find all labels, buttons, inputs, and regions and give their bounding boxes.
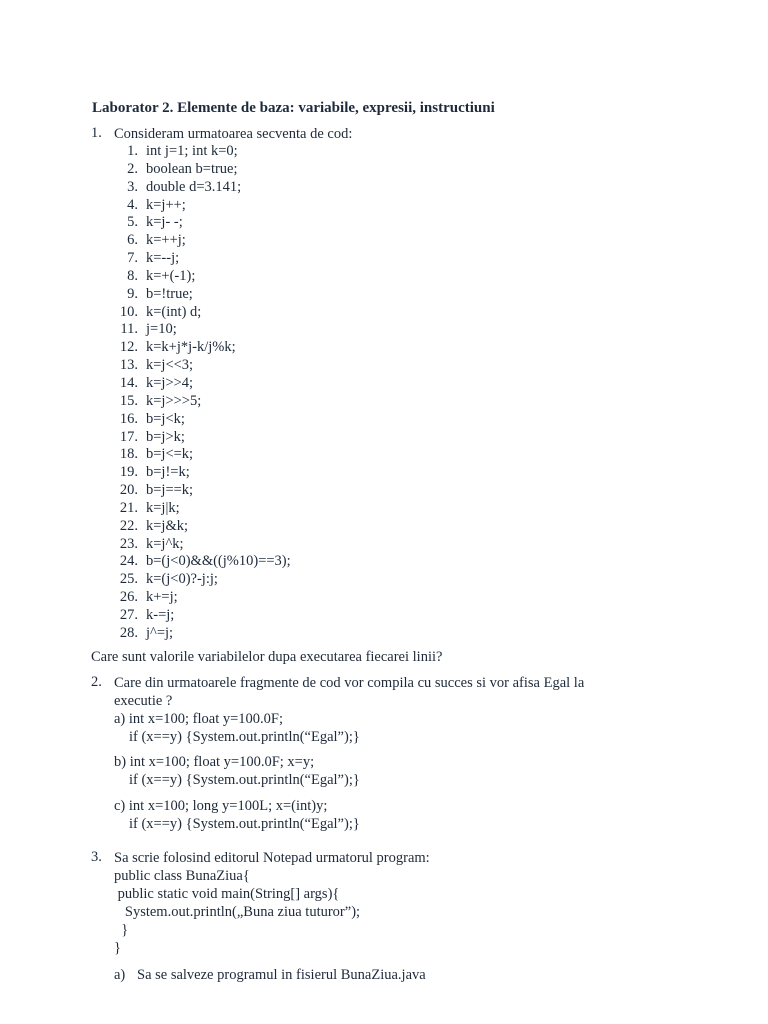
code-line-number: 13. — [119, 357, 138, 374]
code-line-text: b=j!=k; — [146, 464, 190, 481]
code-line-text: b=j>k; — [146, 428, 185, 445]
q2-text-line1: Care din urmatoarele fragmente de cod vor compila cu succes si vor afisa Egal la — [114, 675, 585, 691]
code-line-text: k=j- -; — [146, 214, 183, 231]
code-line-text: k+=j; — [146, 589, 178, 606]
q3-sub-a-label: a) — [114, 967, 126, 983]
code-line-number: 9. — [127, 285, 138, 302]
code-line-number: 6. — [127, 232, 138, 249]
q2-option-a-line2: if (x==y) {System.out.println(“Egal”);} — [129, 729, 360, 745]
q2-number: 2. — [91, 674, 102, 690]
code-line-number: 14. — [119, 374, 138, 391]
q3-code-line-3: System.out.println(„Buna ziua tuturor”); — [114, 904, 361, 920]
code-line-number: 24. — [119, 553, 138, 570]
code-line-text: k=(int) d; — [146, 303, 202, 320]
code-line-number: 23. — [119, 535, 138, 552]
q2-text-line2: executie ? — [114, 693, 173, 709]
q2-option-b-line1: b) int x=100; float y=100.0F; x=y; — [114, 754, 315, 770]
q3-code-line-2: public static void main(String[] args){ — [114, 886, 340, 902]
code-line-text: boolean b=true; — [146, 160, 238, 177]
code-line-number: 27. — [119, 606, 138, 623]
code-line-number: 20. — [119, 482, 138, 499]
code-line-number: 8. — [127, 267, 138, 284]
q2-option-b-line2: if (x==y) {System.out.println(“Egal”);} — [129, 772, 360, 788]
code-line-text: k=+(-1); — [146, 267, 196, 284]
code-line-text: b=j<=k; — [146, 446, 194, 463]
q3-sub-a-text: Sa se salveze programul in fisierul BunaZiua.java — [137, 967, 426, 983]
code-line-number: 21. — [119, 499, 138, 516]
code-line-text: k=k+j*j-k/j%k; — [146, 339, 236, 356]
code-line-number: 26. — [119, 589, 138, 606]
code-line-text: int j=1; int k=0; — [146, 143, 238, 159]
q1-number: 1. — [91, 125, 102, 141]
code-line-text: b=j<k; — [146, 410, 185, 427]
code-line-text: k=j>>>5; — [146, 392, 202, 409]
code-line-text: k=j>>4; — [146, 374, 194, 391]
code-line-number: 28. — [119, 624, 138, 641]
code-line-text: j^=j; — [146, 624, 174, 641]
code-line-text: k=(j<0)?-j:j; — [146, 571, 218, 588]
q3-code-line-4: } — [114, 922, 129, 938]
code-line-text: k-=j; — [146, 606, 175, 623]
code-line-number: 5. — [127, 214, 138, 231]
q2-option-c-line2: if (x==y) {System.out.println(“Egal”);} — [129, 816, 360, 832]
q3-text: Sa scrie folosind editorul Notepad urmatorul program: — [114, 850, 430, 866]
code-line-text: k=++j; — [146, 232, 186, 249]
code-line-number: 19. — [119, 464, 138, 481]
q3-number: 3. — [91, 849, 102, 865]
code-line-text: k=j|k; — [146, 499, 180, 516]
code-line-text: j=10; — [146, 321, 177, 338]
q1-text: Consideram urmatoarea secventa de cod: — [114, 126, 353, 142]
q1-question: Care sunt valorile variabilelor dupa executarea fiecarei linii? — [91, 649, 443, 665]
code-line-number: 18. — [119, 446, 138, 463]
code-line-number: 11. — [120, 321, 138, 338]
code-line-number: 12. — [119, 339, 138, 356]
code-line-number: 22. — [119, 517, 138, 534]
code-line-text: k=j<<3; — [146, 357, 194, 374]
code-line-text: k=j&k; — [146, 517, 189, 534]
q2-option-c-line1: c) int x=100; long y=100L; x=(int)y; — [114, 798, 328, 814]
code-line-number: 7. — [127, 250, 138, 267]
q2-option-a-line1: a) int x=100; float y=100.0F; — [114, 711, 283, 727]
code-line-number: 2. — [127, 160, 138, 177]
lab-title: Laborator 2. Elemente de baza: variabile, expresii, instructiuni — [92, 100, 495, 116]
code-line-text: k=j++; — [146, 196, 186, 213]
code-line-text: b=j==k; — [146, 482, 194, 499]
code-line-number: 4. — [127, 196, 138, 213]
code-line-number: 1. — [127, 143, 138, 159]
code-line-text: b=(j<0)&&((j%10)==3); — [146, 553, 291, 570]
code-line-text: double d=3.141; — [146, 178, 242, 195]
code-line-number: 3. — [127, 178, 138, 195]
code-line-number: 25. — [119, 571, 138, 588]
code-line-number: 10. — [119, 303, 138, 320]
code-line-number: 15. — [119, 392, 138, 409]
q3-code-line-1: public class BunaZiua{ — [114, 868, 250, 884]
q3-code-line-5: } — [114, 940, 121, 956]
code-line-number: 16. — [119, 410, 138, 427]
code-line-text: k=--j; — [146, 250, 180, 267]
code-line-text: b=!true; — [146, 285, 193, 302]
code-line-text: k=j^k; — [146, 535, 184, 552]
code-line-number: 17. — [119, 428, 138, 445]
